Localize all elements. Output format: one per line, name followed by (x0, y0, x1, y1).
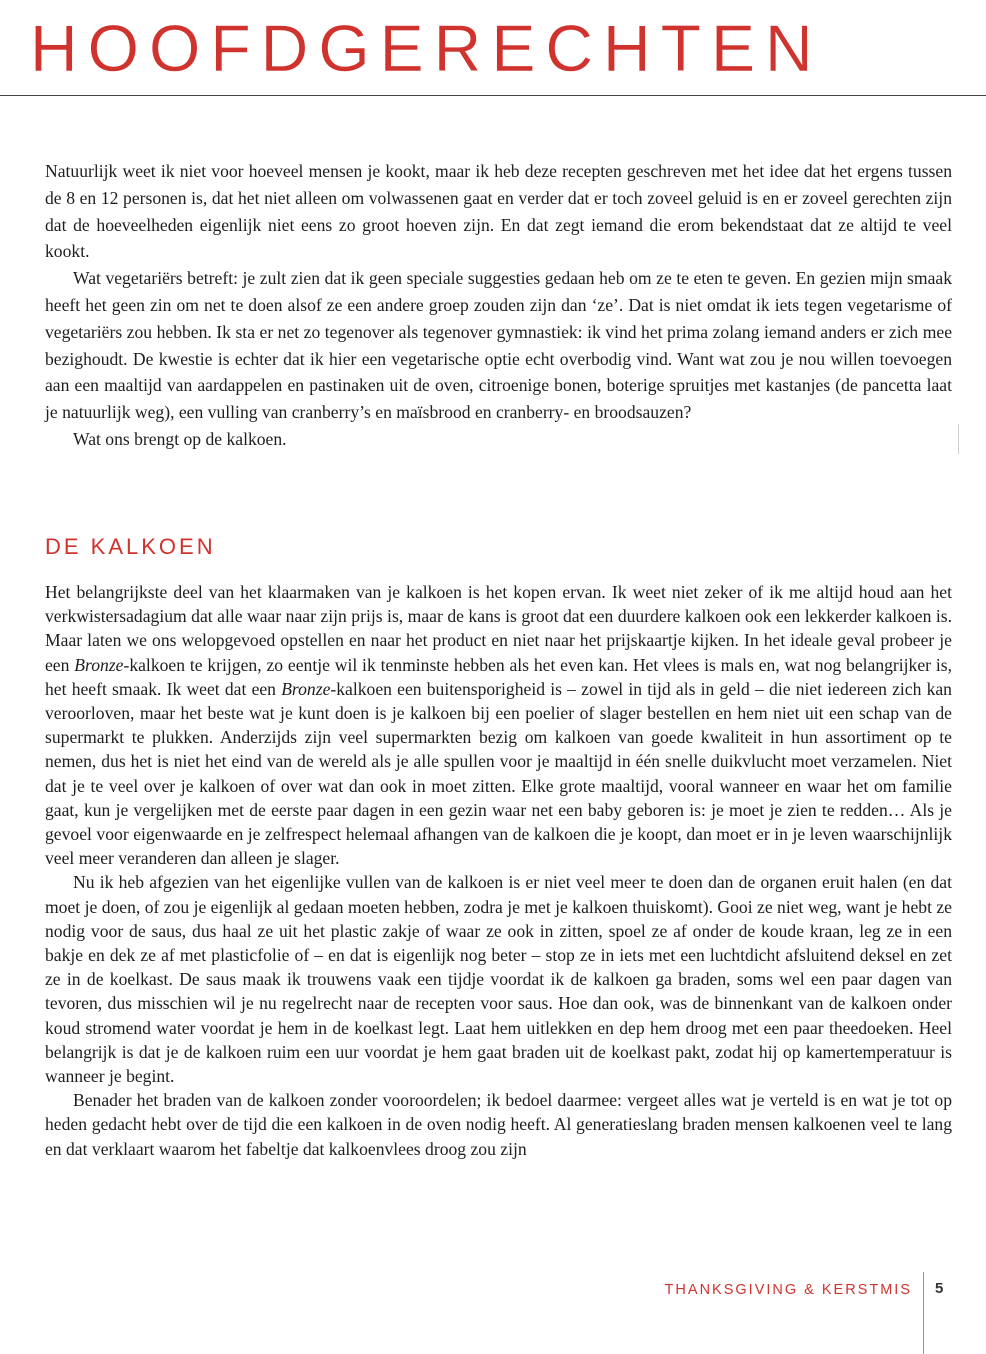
body-paragraph (45, 580, 952, 870)
chapter-title: HOOFDGERECHTEN (30, 11, 823, 85)
body-paragraph: Benader het braden van de kalkoen zonder vooroordelen; ik bedoel daarmee: vergeet alles wat je verteld is en wat je tot op heden gedacht hebt over de tijd die een kalkoen in de oven nodig heeft. Al generatieslang braden mensen kalkoenen veel te lang en dat verklaart waarom het fabeltje dat kalkoenvlees droog zou zijn (45, 1090, 952, 1159)
section-body (45, 580, 952, 1161)
footer-divider (923, 1272, 924, 1354)
text-run: -kalkoen te krijgen, zo eentje wil ik tenminste hebben als het even kan. Het vlees is mals en, wat nog belangrijker is, het heeft smaak. Ik weet dat een (45, 654, 952, 699)
intro-paragraph: Natuurlijk weet ik niet voor hoeveel mensen je kookt, maar ik heb deze recepten geschreven met het idee dat het ergens tussen de 8 en 12 personen is, dat het niet alleen om volwassenen gaat en verder dat er toch zoveel geluid is en er zoveel gerechten zijn dat de hoeveelheden eigenlijk niet eens zo groot hoeven zijn. En dat zegt iemand die erom bekendstaat dat ze altijd te veel kookt. (45, 161, 952, 262)
emphasis: Bronze (74, 654, 124, 675)
section-title: DE KALKOEN (45, 534, 216, 559)
page-number: 5 (935, 1280, 944, 1297)
intro-paragraph: Wat ons brengt op de kalkoen. (73, 428, 287, 449)
intro-paragraph: Wat vegetariërs betreft: je zult zien dat ik geen speciale suggesties gedaan heb om ze te eten te geven. En gezien mijn smaak heeft het geen zin om net te doen alsof ze een andere groep zouden zijn dan ‘ze’. Dat is niet omdat ik iets tegen vegetarisme of vegetariërs zou hebben. Ik sta er net zo tegenover als tegenover gymnastiek: ik vind het prima zolang iemand anders er zich mee bezighoudt. De kwestie is echter dat ik hier een vegetarische optie echt overbodig vind. Want wat zou je nou willen toevoegen aan een maaltijd van aardappelen en pastinaken uit de oven, citroenige bonen, boterige spruitjes met kastanjes (de pancetta laat je natuurlijk weg), een vulling van cranberry’s en maïsbrood en cranberry- en broodsauzen? (45, 268, 952, 423)
text-run: -kalkoen een buitensporigheid is – zowel in tijd als in geld – die niet iedereen zich kan veroorloven, maar het beste wat je kunt doen is je kalkoen bij een poelier of slager bestellen en hem niet uit een schap van de supermarkt te plukken. Anderzijds zijn veel supermarkten bezig om kalkoen van goede kwaliteit in hun assortiment op te nemen, dus het is niet het eind van de wereld als je alle spullen voor je maaltijd in één snelle duikvlucht moet verzamelen. Niet dat je te veel over je kalkoen of over wat dan ook in moet zitten. Elke grote maaltijd, vooral wanneer en waar het om familie gaat, kun je vergelijken met de eerste paar dagen in een gezin waar net een baby geboren is: je moet je zien te redden… Als je gevoel voor eigenwaarde en je zelfrespect helemaal afhangen van de kalkoen die je koopt, dan moet er in je leven waarschijnlijk veel meer veranderen dan alleen je slager. (45, 678, 952, 869)
emphasis: Bronze (281, 678, 331, 699)
body-paragraph: Nu ik heb afgezien van het eigenlijke vullen van de kalkoen is er niet veel meer te doen dan de organen eruit halen (en dat moet je doen, of zou je eigenlijk al gedaan moeten hebben, zodra je met je kalkoen thuiskomt). Gooi ze niet weg, want je hebt ze nodig voor de saus, dus haal ze uit het plastic zakje of waar ze ook in zitten, spoel ze af onder de koude kraan, leg ze in een bakje en dek ze af met plasticfolie of – en dat is eigenlijk nog beter – stop ze in iets met een luchtdicht afsluitend deksel en zet ze in de koelkast. De saus maak ik trouwens vaak een tijdje voordat ik de kalkoen ga braden, soms wel een paar dagen van tevoren, dus misschien wil je nu regelrecht naar de recepten voor saus. Hoe dan ook, was de binnenkant van de kalkoen onder koud stromend water voordat je hem in de koelkast legt. Laat hem uitlekken en dep hem droog met een paar theedoeken. Heel belangrijk is dat je de kalkoen ruim een uur voordat je hem gaat braden uit de koelkast pakt, zodat hij op kamertemperatuur is wanneer je begint. (45, 872, 952, 1087)
running-footer: THANKSGIVING & KERSTMIS (664, 1282, 912, 1298)
title-divider (0, 95, 986, 96)
intro-text (45, 158, 952, 453)
margin-mark (958, 424, 959, 454)
text-run: Het belangrijkste deel van het klaarmaken van je kalkoen is het kopen ervan. Ik weet niet zeker of ik me altijd houd aan het verkwistersadagium dat alle waar naar zijn prijs is, maar de kans is groot dat een duurdere kalkoen ook een lekkerder kalkoen is. Maar laten we ons welopgevoed opstellen en naar het product en niet naar het prijskaartje kijken. In het ideale geval probeer je een (45, 582, 952, 675)
